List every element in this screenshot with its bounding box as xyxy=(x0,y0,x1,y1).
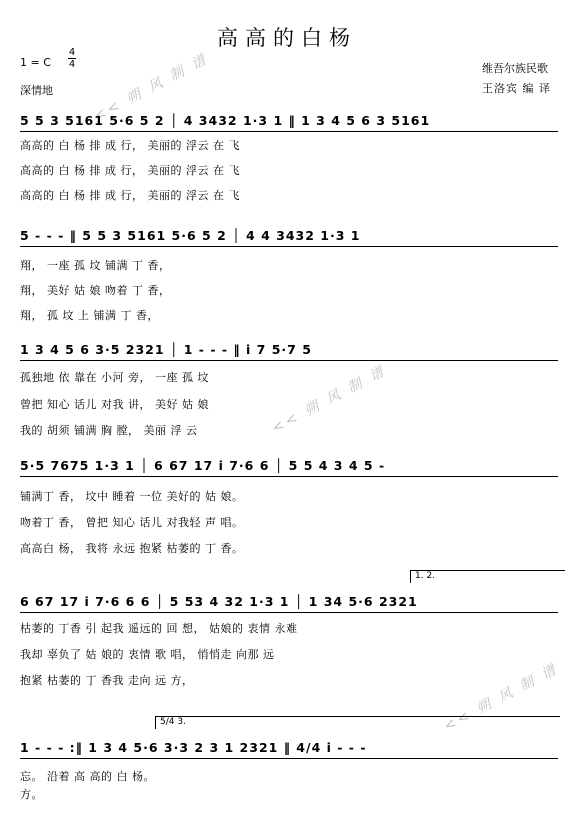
staff-rule xyxy=(20,360,558,361)
staff-rule xyxy=(20,476,558,477)
lyric-line: 孤独地 依 靠在 小河 旁， 一座 孤 坟 xyxy=(20,371,209,384)
lyric-line: 抱紧 枯萎的 丁 香我 走向 远 方， xyxy=(20,674,194,687)
lyric-line: 高高的 白 杨 排 成 行， 美丽的 浮云 在 飞 xyxy=(20,139,240,152)
lyric-line: 方。 xyxy=(20,788,43,801)
song-title: 高高的白杨 xyxy=(217,26,357,50)
notation-line: 6 67 17 i 7·6 6 6 │ 5 53 4 32 1·3 1 │ 1 34 5·6 2321 xyxy=(20,594,418,609)
lyric-line: 翔， 孤 坟 上 铺满 丁 香， xyxy=(20,309,159,322)
lyric-line: 铺满丁 香， 坟中 睡着 一位 美好的 姑 娘。 xyxy=(20,490,244,503)
time-signature xyxy=(68,47,76,70)
lyric-line: 枯萎的 丁香 引 起我 遥远的 回 想， 姑娘的 衷情 永难 xyxy=(20,622,298,635)
song-source: 维吾尔族民歌 xyxy=(482,62,548,75)
lyric-line: 曾把 知心 话儿 对我 讲， 美好 姑 娘 xyxy=(20,398,209,411)
tempo-marking: 深情地 xyxy=(20,84,53,97)
lyric-line: 翔， 一座 孤 坟 铺满 丁 香， xyxy=(20,259,171,272)
key-signature: 1 = C xyxy=(20,56,51,69)
staff-rule xyxy=(20,131,558,132)
notation-line: 1 3 4 5 6 3·5 2321 │ 1 - - - ‖ i 7 5·7 5 xyxy=(20,342,312,357)
volta-bracket: 1. 2. xyxy=(410,570,565,583)
lyric-line: 翔， 美好 姑 娘 吻着 丁 香， xyxy=(20,284,171,297)
staff-rule xyxy=(20,612,558,613)
watermark: << 朔 风 制 谱 xyxy=(441,660,562,735)
arranger-credit: 王洛宾 编 译 xyxy=(482,82,551,95)
staff-rule xyxy=(20,246,558,247)
lyric-line: 忘。 沿着 高 高的 白 杨。 xyxy=(20,770,155,783)
notation-line: 1 - - - :‖ 1 3 4 5·6 3·3 2 3 1 2321 ‖ 4/4 i - - - xyxy=(20,740,367,755)
lyric-line: 高高的 白 杨 排 成 行， 美丽的 浮云 在 飞 xyxy=(20,164,240,177)
volta-bracket: 5/4 3. xyxy=(155,716,560,729)
lyric-line: 高高白 杨， 我将 永远 抱紧 枯萎的 丁 香。 xyxy=(20,542,244,555)
staff-rule xyxy=(20,758,558,759)
lyric-line: 高高的 白 杨 排 成 行， 美丽的 浮云 在 飞 xyxy=(20,189,240,202)
watermark: << 朔 风 制 谱 xyxy=(91,50,212,125)
notation-line: 5 - - - ‖ 5 5 3 5161 5·6 5 2 │ 4 4 3432 1·3 1 xyxy=(20,228,361,243)
time-signature-bottom: 4 xyxy=(68,59,76,70)
time-signature-top: 4 xyxy=(68,47,76,58)
notation-line: 5 5 3 5161 5·6 5 2 │ 4 3432 1·3 1 ‖ 1 3 4 5 6 3 5161 xyxy=(20,113,431,128)
notation-line: 5·5 7675 1·3 1 │ 6 67 17 i 7·6 6 │ 5 5 4 3 4 5 - xyxy=(20,458,386,473)
lyric-line: 我的 胡须 铺满 胸 膛， 美丽 浮 云 xyxy=(20,424,198,437)
watermark: << 朔 风 制 谱 xyxy=(269,362,390,437)
lyric-line: 我却 辜负了 姑 娘的 衷情 歌 唱， 悄悄走 向那 远 xyxy=(20,648,275,661)
lyric-line: 吻着丁 香， 曾把 知心 话儿 对我轻 声 唱。 xyxy=(20,516,244,529)
